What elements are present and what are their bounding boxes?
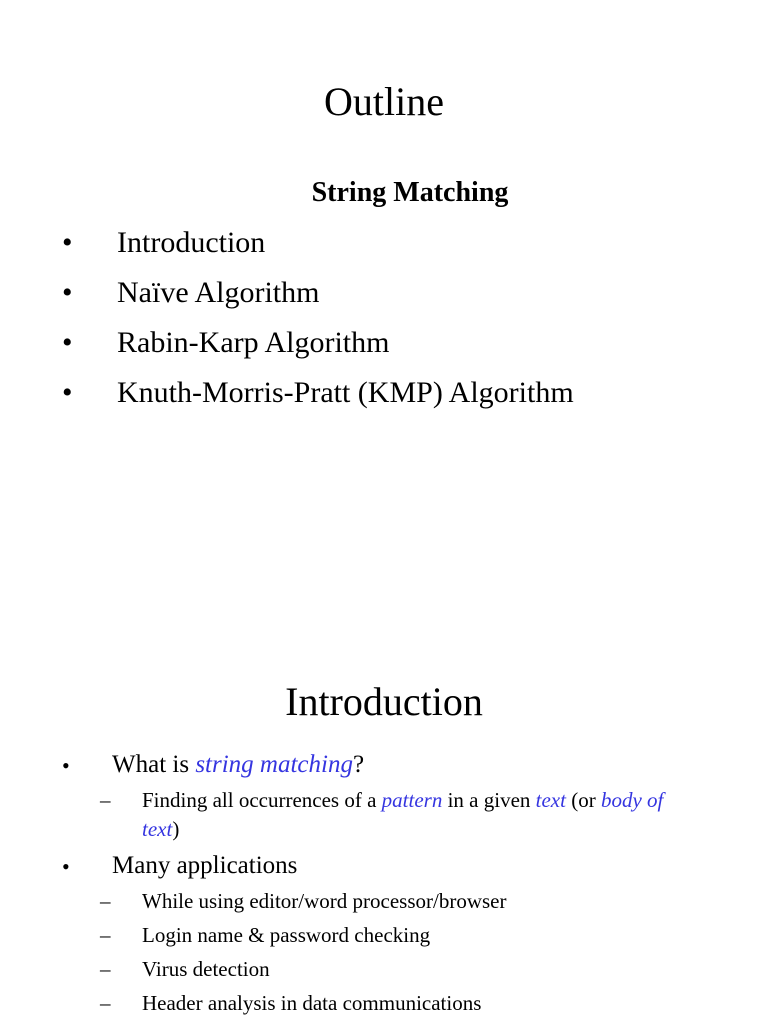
list-item-label: Rabin-Karp Algorithm: [117, 326, 390, 359]
text-part: (or: [565, 788, 601, 812]
slide-introduction: [0, 512, 768, 1024]
sub-list: [62, 786, 722, 844]
text-part: ): [172, 817, 180, 841]
highlight-term: body of text: [142, 788, 664, 841]
list-item-label: Many applications: [112, 852, 298, 879]
bullet-icon: •: [62, 226, 73, 259]
dash-icon: –: [100, 923, 111, 947]
list-item-label: Naïve Algorithm: [117, 276, 320, 309]
list-item-label: Introduction: [117, 226, 266, 259]
slide-title: Introduction: [285, 679, 483, 724]
list-item-what-is: [62, 748, 722, 844]
dash-icon: –: [100, 991, 111, 1015]
sub-item-label: Login name & password checking: [142, 923, 431, 947]
highlight-term: text: [535, 788, 566, 812]
text-part: in a given: [442, 788, 536, 812]
list-item: [62, 224, 574, 274]
sub-item: [62, 921, 722, 950]
bullet-icon: •: [62, 376, 73, 409]
bullet-icon: •: [62, 854, 70, 879]
bullet-icon: •: [62, 276, 73, 309]
text-suffix: ?: [352, 751, 365, 778]
sub-item-label: Virus detection: [142, 957, 270, 981]
intro-list: [62, 748, 722, 1023]
highlight-term: pattern: [381, 788, 443, 812]
list-item-applications: [62, 849, 722, 1018]
list-item: [62, 324, 574, 374]
sub-item: [62, 887, 722, 916]
dash-icon: –: [100, 957, 111, 981]
highlight-term: string matching: [195, 751, 353, 778]
sub-item: [62, 989, 722, 1018]
slide-title: Outline: [324, 79, 444, 124]
list-item: [62, 274, 574, 324]
sub-item-label: Header analysis in data communications: [142, 991, 482, 1015]
list-item-label: Knuth-Morris-Pratt (KMP) Algorithm: [117, 376, 574, 409]
outline-list: [62, 224, 574, 424]
dash-icon: –: [100, 788, 111, 812]
sub-item: [62, 786, 682, 844]
sub-item-label: While using editor/word processor/browser: [142, 889, 507, 913]
list-item: [62, 374, 574, 424]
text-prefix: What is: [112, 751, 196, 778]
bullet-icon: •: [62, 326, 73, 359]
bullet-icon: •: [62, 753, 70, 778]
dash-icon: –: [100, 889, 111, 913]
slide-subtitle: String Matching: [311, 177, 509, 208]
sub-item: [62, 955, 722, 984]
sub-list: [62, 887, 722, 1018]
text-part: Finding all occurrences of a: [142, 788, 382, 812]
